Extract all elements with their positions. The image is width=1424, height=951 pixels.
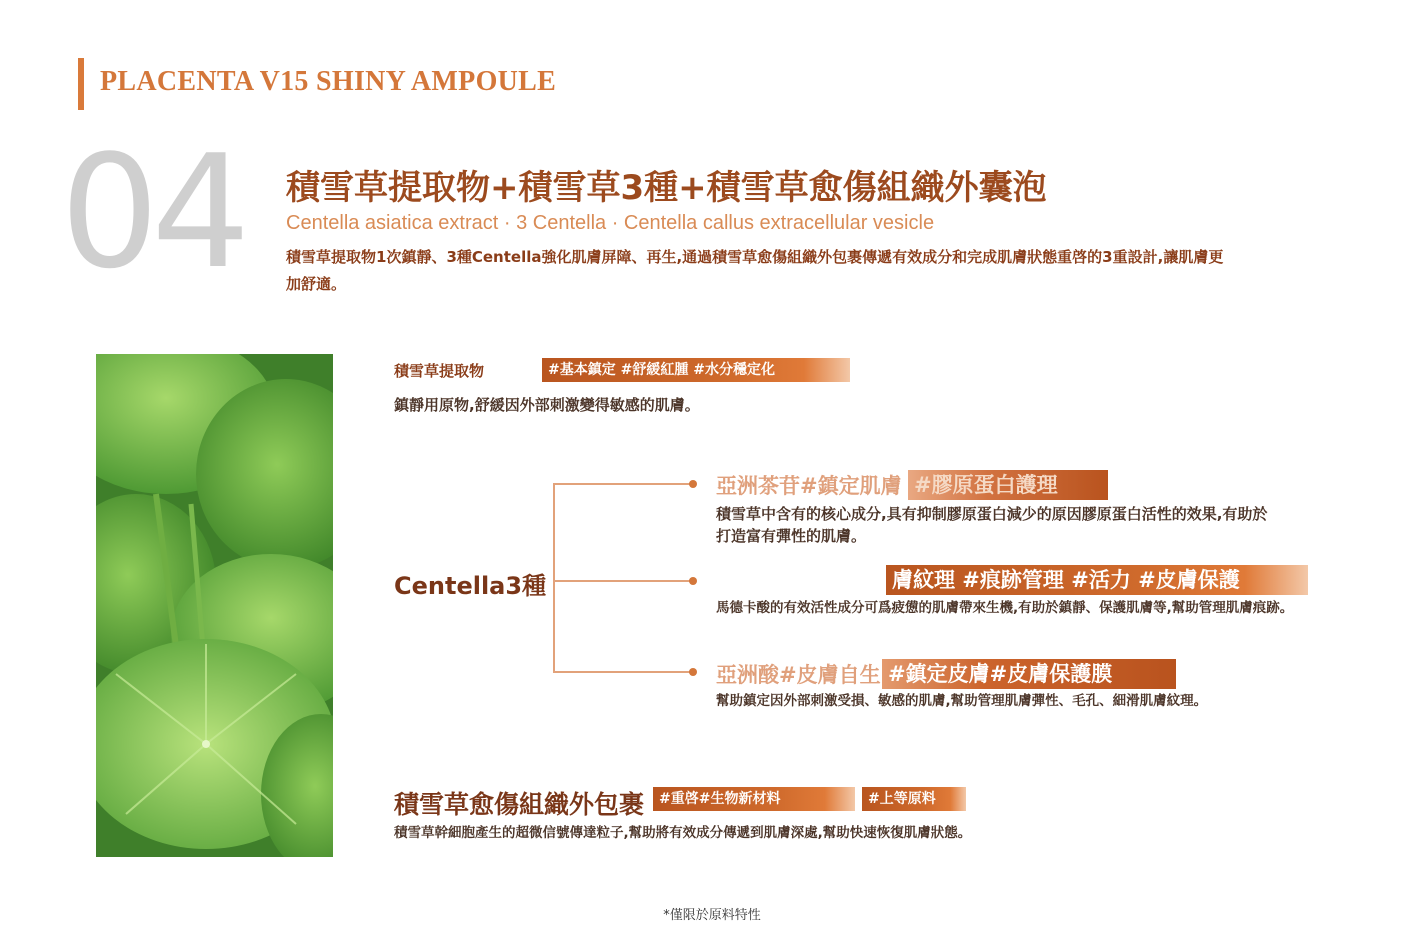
centella-leaves-photo xyxy=(96,354,333,857)
centella-item-2-text: 馬德卡酸的有效活性成分可爲疲憊的肌膚帶來生機,有助於鎮靜、保護肌膚等,幫助管理肌膚痕跡。 xyxy=(716,600,1294,616)
connector-dot-2 xyxy=(689,577,697,585)
connector-branch-3 xyxy=(553,671,691,673)
section-description: 積雪草提取物1次鎮靜、3種Centella強化肌膚屏障、再生,通過積雪草愈傷組織外包裹傳遞有效成分和完成肌膚狀態重啓的3重設計,讓肌膚更加舒適。 xyxy=(286,248,1224,293)
connector-branch-2 xyxy=(553,580,691,582)
centella-item-3-tags: #鎮定皮膚#皮膚保護膜 xyxy=(882,659,1176,689)
section-title: 積雪草提取物+積雪草3種+積雪草愈傷組織外囊泡 xyxy=(286,168,1047,208)
callus-tag-2: #上等原料 xyxy=(862,787,966,811)
centella-item-3-text: 幫助鎮定因外部刺激受損、敏感的肌膚,幫助管理肌膚彈性、毛孔、細滑肌膚紋理。 xyxy=(716,693,1208,709)
product-title: PLACENTA V15 SHINY AMPOULE xyxy=(100,66,557,97)
centella-item-1-name: 亞洲茶苷#鎮定肌膚 xyxy=(716,474,902,498)
header-accent-bar xyxy=(78,58,84,110)
connector-vertical xyxy=(553,483,555,672)
connector-dot-1 xyxy=(689,480,697,488)
callus-label: 積雪草愈傷組織外包裹 xyxy=(394,790,645,819)
connector-branch-1 xyxy=(553,483,691,485)
leaf-illustration xyxy=(96,354,333,857)
connector-dot-3 xyxy=(689,668,697,676)
footnote: *僅限於原料特性 xyxy=(663,908,761,923)
extract-label: 積雪草提取物 xyxy=(394,362,485,380)
callus-tag-1: #重啓#生物新材料 xyxy=(653,787,855,811)
centella3-label: Centella3種 xyxy=(394,572,547,600)
centella-item-1-text: 積雪草中含有的核心成分,具有抑制膠原蛋白減少的原因膠原蛋白活性的效果,有助於打造富有彈性的肌膚。 xyxy=(716,505,1268,545)
callus-text: 積雪草幹細胞產生的超微信號傳達粒子,幫助將有效成分傳遞到肌膚深處,幫助快速恢復肌膚狀態。 xyxy=(394,825,972,841)
section-subtitle-en: Centella asiatica extract · 3 Centella · Centella callus extracellular vesicle xyxy=(286,212,935,234)
extract-tags: #基本鎮定 #舒緩紅腫 #水分穩定化 xyxy=(542,358,850,382)
section-number: 04 xyxy=(60,121,243,303)
centella-item-2-tags: 膚紋理 #痕跡管理 #活力 #皮膚保護 xyxy=(886,565,1308,595)
centella-item-3-name: 亞洲酸#皮膚自生 xyxy=(716,663,881,687)
centella-item-1-tags: #膠原蛋白護理 xyxy=(908,470,1108,500)
extract-text: 鎮靜用原物,舒緩因外部刺激變得敏感的肌膚。 xyxy=(394,396,700,414)
